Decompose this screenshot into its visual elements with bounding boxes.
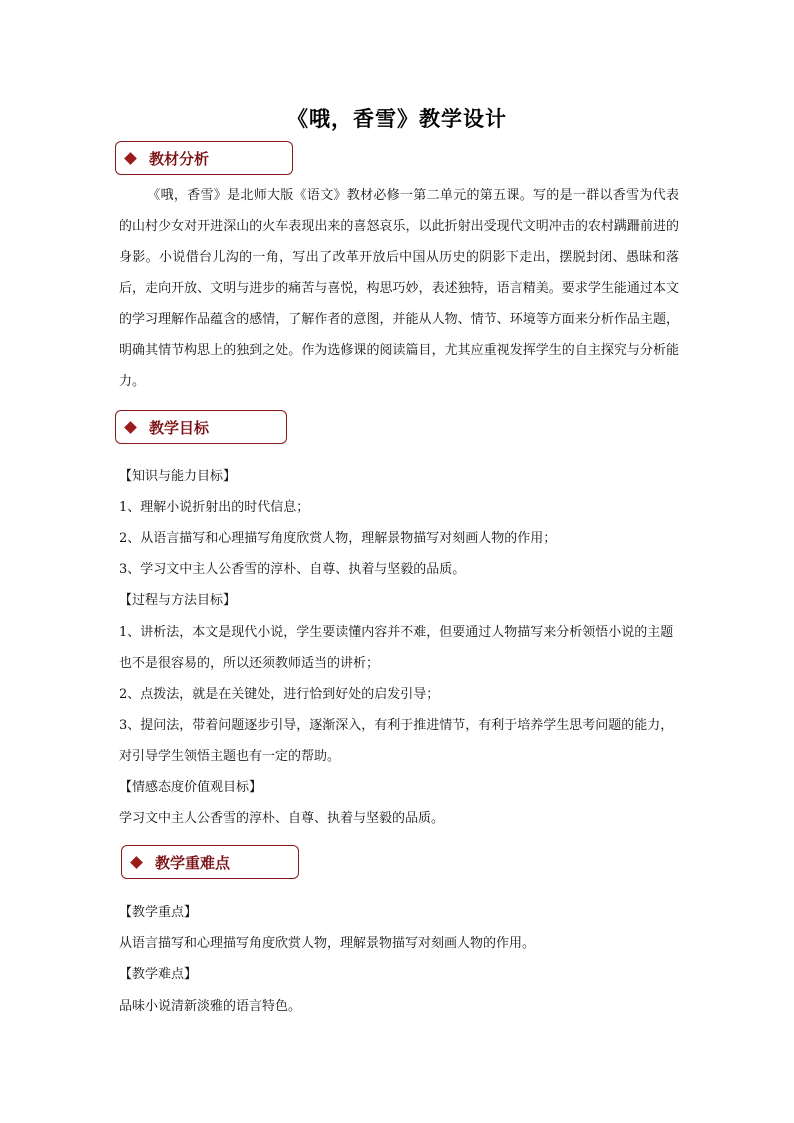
diamond-bullet-icon	[124, 421, 137, 434]
knowledge-item: 3、学习文中主人公香雪的淳朴、自尊、执着与坚毅的品质。	[119, 562, 466, 577]
knowledge-item: 1、理解小说折射出的时代信息；	[119, 500, 310, 515]
process-item: 2、点拨法，就是在关键处，进行恰到好处的启发引导；	[119, 687, 440, 702]
knowledge-label: 【知识与能力目标】	[119, 469, 237, 484]
emotion-label: 【情感态度价值观目标】	[119, 780, 263, 795]
process-item: 3、提问法，带着问题逐步引导，逐渐深入，有利于推进情节，有利于培养学生思考问题的能力，对引导学生领悟主题也有一定的帮助。	[119, 718, 674, 764]
difficulty-text: 品味小说清新淡雅的语言特色。	[119, 999, 302, 1014]
document-title: 《哦，香雪》教学设计	[287, 107, 507, 131]
process-label: 【过程与方法目标】	[119, 593, 237, 608]
section-heading-label: 教学重难点	[155, 853, 231, 872]
knowledge-item: 2、从语言描写和心理描写角度欣赏人物，理解景物描写对刻画人物的作用；	[119, 531, 557, 546]
section-heading-label: 教学目标	[149, 418, 210, 437]
process-item: 1、讲析法，本文是现代小说，学生要读懂内容并不难，但要通过人物描写来分析领悟小说的主题也不是很容易的，所以还须教师适当的讲析；	[119, 625, 674, 671]
section-heading-goals	[115, 410, 287, 444]
analysis-text: 《哦，香雪》是北师大版《语文》教材必修一第二单元的第五课。写的是一群以香雪为代表的山村少女对开进深山的火车表现出来的喜怒哀乐，以此折射出受现代文明冲击的农村蹒跚前进的身影。小说借台儿沟的一角，写出了改革开放后中国从历史的阴影下走出，摆脱封闭、愚昧和落后，走向开放、文明与进步的痛苦与喜悦，构思巧妙，表述独特，语言精美。要求学生能通过本文的学习理解作品蕴含的感情，了解作者的意图，并能从人物、情节、环境等方面来分析作品主题，明确其情节构思上的独到之处。作为选修课的阅读篇目，尤其应重视发挥学生的自主探究与分析能力。	[119, 188, 679, 389]
diamond-bullet-icon	[124, 152, 137, 165]
section-heading-focus	[121, 845, 299, 879]
key-text: 从语言描写和心理描写角度欣赏人物，理解景物描写对刻画人物的作用。	[119, 936, 536, 951]
key-label: 【教学重点】	[119, 905, 198, 920]
section-heading-label: 教材分析	[149, 149, 210, 168]
emotion-text: 学习文中主人公香雪的淳朴、自尊、执着与坚毅的品质。	[119, 811, 445, 826]
section-heading-analysis	[115, 141, 293, 175]
analysis-paragraph	[119, 180, 679, 397]
difficulty-label: 【教学难点】	[119, 967, 198, 982]
diamond-bullet-icon	[130, 856, 143, 869]
